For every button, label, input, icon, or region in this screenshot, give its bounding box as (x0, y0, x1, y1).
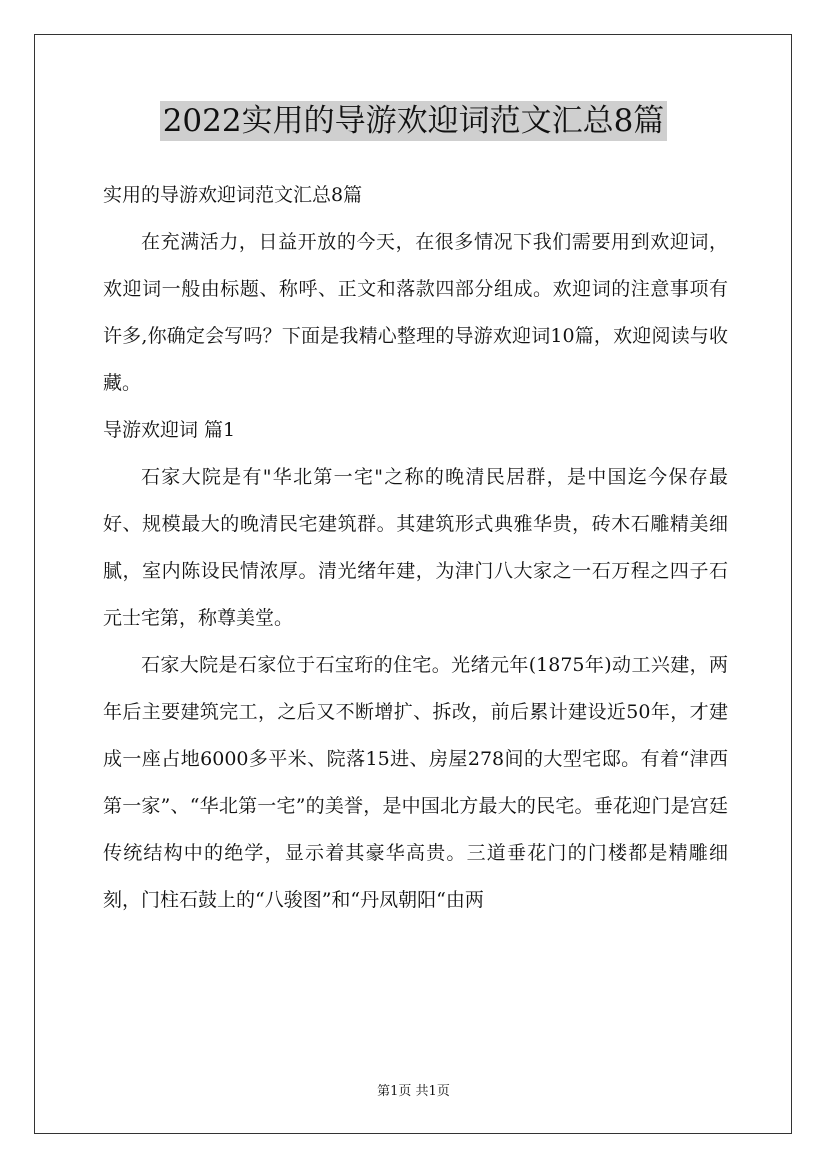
intro-paragraph: 在充满活力，日益开放的今天，在很多情况下我们需要用到欢迎词，欢迎词一般由标题、称呼、正文和落款四部分组成。欢迎词的注意事项有许多,你确定会写吗？下面是我精心整理的导游欢迎词10篇，欢迎阅读与收藏。 (103, 231, 728, 394)
body-paragraph-1: 石家大院是有"华北第一宅"之称的晚清民居群，是中国迄今保存最好、规模最大的晚清民宅建筑群。其建筑形式典雅华贵，砖木石雕精美细腻，室内陈设民情浓厚。清光绪年建，为津门八大家之一石万程之四子石元士宅第，称尊美堂。 (103, 466, 728, 629)
section-heading: 导游欢迎词 篇1 (103, 419, 236, 441)
document-title: 2022实用的导游欢迎词范文汇总8篇 (160, 101, 668, 141)
body-paragraph-2: 石家大院是石家位于石宝珩的住宅。光绪元年(1875年)动工兴建，两年后主要建筑完工，之后又不断增扩、拆改，前后累计建设近50年，才建成一座占地6000多平米、院落15进、房屋278间的大型宅邸。有着“津西第一家”、“华北第一宅”的美誉，是中国北方最大的民宅。垂花迎门是宫廷传统结构中的绝学，显示着其豪华高贵。三道垂花门的门楼都是精雕细刻，门柱石鼓上的“八骏图”和“丹凤朝阳“由两 (103, 654, 728, 911)
document-subtitle: 实用的导游欢迎词范文汇总8篇 (103, 184, 363, 206)
document-body (103, 172, 728, 924)
title-container (0, 101, 827, 141)
page-footer: 第1页 共1页 (377, 1084, 450, 1099)
